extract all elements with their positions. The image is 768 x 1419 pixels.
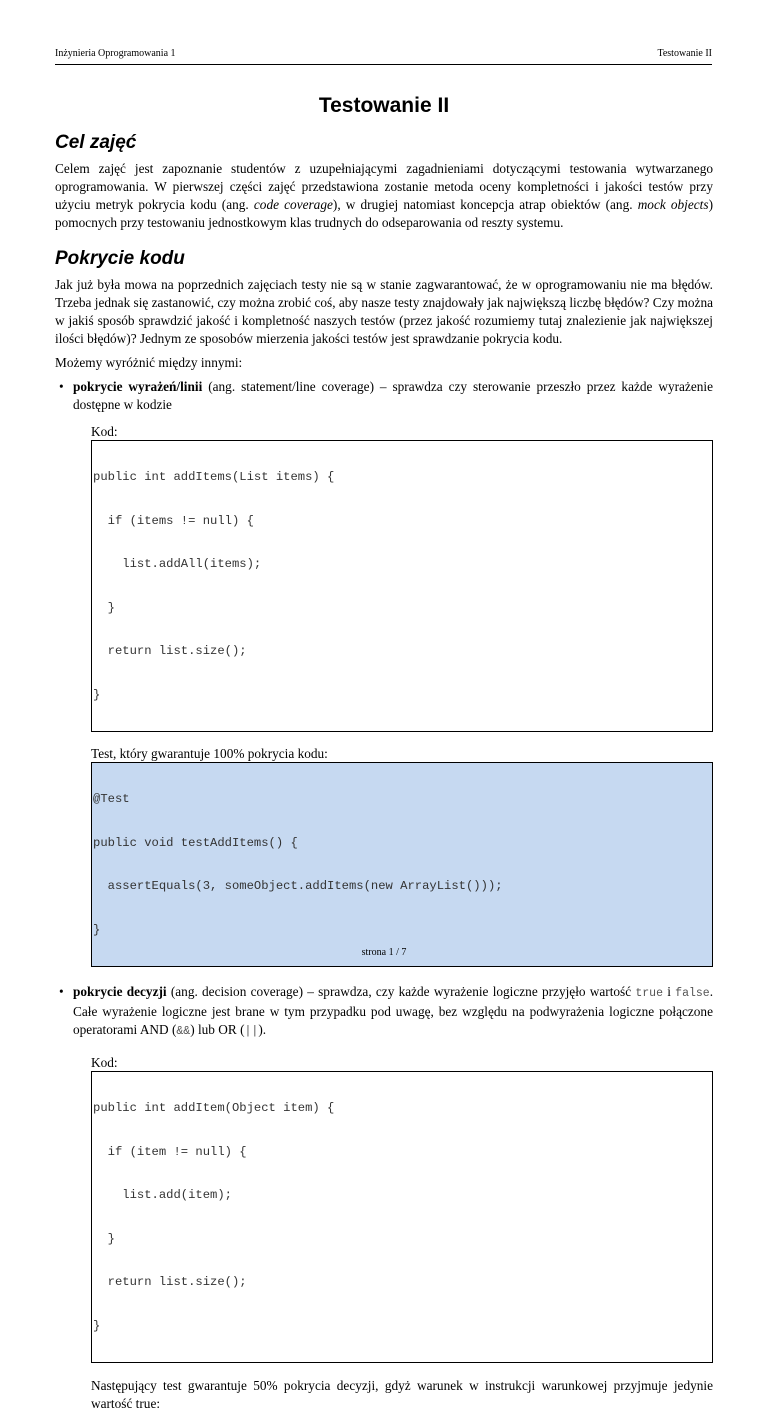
code-block-2 xyxy=(91,1071,713,1363)
bullet-text: (ang. decision coverage) – sprawdza, czy każde wyrażenie logiczne przyjęło wartość xyxy=(166,984,636,999)
code-line: if (item != null) { xyxy=(93,1144,247,1159)
section-heading-coverage: Pokrycie kodu xyxy=(55,248,185,269)
code-line: } xyxy=(93,1231,115,1246)
bullet-text: ) lub OR ( xyxy=(190,1022,245,1037)
code-line: } xyxy=(93,687,101,702)
goal-term-1: code coverage xyxy=(253,197,333,212)
inline-code: || xyxy=(244,1025,259,1038)
code-line: @Test xyxy=(93,792,130,806)
bullet-term: pokrycie decyzji xyxy=(73,984,167,999)
header-course: Inżynieria Oprogramowania 1 xyxy=(55,48,176,59)
section-heading-goal: Cel zajęć xyxy=(55,132,137,153)
code-line: public int addItem(Object item) { xyxy=(93,1101,335,1115)
coverage-paragraph-1: Jak już była mowa na poprzednich zajęciach testy nie są w stanie zagwarantować, że w oprogramowaniu nie ma błędów. Trzeba jednak się zastanowić, czy można zrobić coś, aby nasze testy znajdowały jak największą liczbę błędów? Czy można w jakiś sposób sprawdzić jakość i kompletność naszych testów (przez jakość rozumiemy tutaj znalezienie jak największej ilości błędów)? Jednym ze sposobów mierzenia jakości testów jest sprawdzanie pokrycia kodu. xyxy=(55,277,713,346)
bullet-text: i xyxy=(662,984,676,999)
bullet-text: . Całe wyrażenie logiczne jest brane w tym przypadku pod uwagę, bez względu na podwyrażenia logiczne połączone operatorami AND ( xyxy=(73,984,714,1037)
header-topic: Testowanie II xyxy=(657,48,712,59)
content xyxy=(55,92,713,1419)
bullet-text: ). xyxy=(258,1022,267,1037)
bullet-dot: • xyxy=(59,379,64,394)
code-label-1: Kod: xyxy=(91,424,118,439)
inline-code: true xyxy=(635,987,663,1000)
code-line: return list.size(); xyxy=(93,1275,247,1289)
code-line: list.add(item); xyxy=(93,1188,232,1202)
goal-text-1: Celem zajęć jest zapoznanie studentów z uzupełniającymi zagadnieniami dotyczącymi testowania wytwarzanego oprogramowania. W pierwszej części zajęć przedstawiona zostanie metoda oceny kompletności i jakości testów przy użyciu metryk pokrycia kodu (ang. xyxy=(55,161,713,212)
bullet-term: pokrycie wyrażeń/linii xyxy=(73,379,203,394)
bullet-text: (ang. statement/line coverage) – sprawdza czy sterowanie przeszło przez każde wyrażenie dostępne w kodzie xyxy=(73,379,713,412)
code-line: return list.size(); xyxy=(93,644,247,658)
goal-term-2: mock objects xyxy=(637,197,709,212)
code-line: } xyxy=(93,600,115,615)
bullet-dot: • xyxy=(59,984,64,999)
code-line: } xyxy=(93,1318,101,1333)
goal-text-3: ) pomocnych przy testowaniu jednostkowym klas trudnych do odseparowania od reszty systemu. xyxy=(55,197,713,230)
code-line: list.addAll(items); xyxy=(93,557,262,571)
code-line: public int addItems(List items) { xyxy=(93,470,335,484)
coverage-paragraph-2: Możemy wyróżnić między innymi: xyxy=(55,355,243,370)
inline-code: && xyxy=(176,1025,191,1038)
code-line: public void testAddItems() { xyxy=(93,835,298,850)
test-code-block-1 xyxy=(91,762,713,967)
list-item-decision-coverage xyxy=(55,983,713,1041)
header-rule xyxy=(55,64,712,65)
code-line: assertEquals(3, someObject.addItems(new ArrayList())); xyxy=(93,879,503,893)
test-label-1: Test, który gwarantuje 100% pokrycia kodu: xyxy=(91,746,328,761)
goal-text-2: ), w drugiej natomiast koncepcja atrap obiektów (ang. xyxy=(332,197,638,212)
goal-paragraph xyxy=(55,160,713,232)
code-block-1 xyxy=(91,440,713,732)
page-title: Testowanie II xyxy=(318,94,450,117)
decision-test-intro: Następujący test gwarantuje 50% pokrycia decyzji, gdyż warunek w instrukcji warunkowej przyjmuje jedynie wartość true: xyxy=(91,1378,713,1411)
code-line: } xyxy=(93,922,101,937)
list-item-statement-coverage xyxy=(55,378,713,414)
page-number: strona 1 / 7 xyxy=(361,947,407,958)
inline-code: false xyxy=(675,987,710,1000)
code-line: if (items != null) { xyxy=(93,513,254,528)
code-label-2: Kod: xyxy=(91,1055,118,1070)
